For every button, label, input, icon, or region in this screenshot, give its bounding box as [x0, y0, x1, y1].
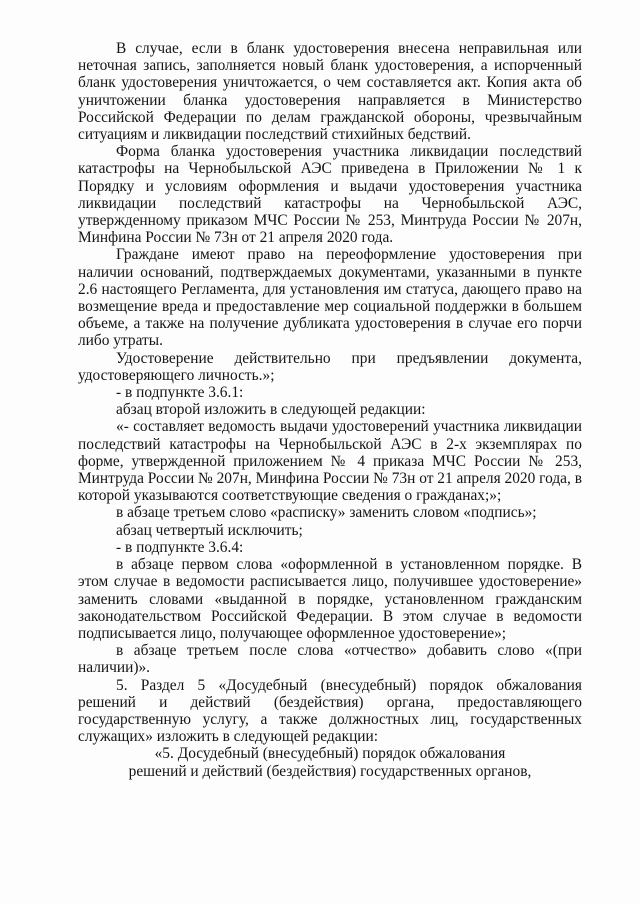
- paragraph-patronymic-change: в абзаце третьем после слова «отчество» добавить слово «(при наличии)».: [78, 642, 582, 677]
- paragraph-damaged-form: В случае, если в бланк удостоверения внесена неправильная или неточная запись, заполняется новый бланк удостоверения, а испорченный бланк удостоверения уничтожается, о чем составляется акт. Копия акта об уничтожении бланка удостоверения направляется в Министерство Российской Федерации по делам гражданской обороны, чрезвычайным ситуациям и ликвидации последствий стихийных бедствий.: [78, 40, 582, 144]
- paragraph-fourth-abzac: абзац четвертый исключить;: [116, 521, 303, 539]
- paragraph-form-template: Форма бланка удостоверения участника ликвидации последствий катастрофы на Чернобыльской АЭС приведена в Приложении № 1 к Порядку и условиям оформления и выдачи удостоверения участника ликвидации последствий катастрофы на Чернобыльской АЭС, утвержденному приказом МЧС России № 253, Минтруда России № 207н, Минфина России № 73н от 21 апреля 2020 года.: [78, 143, 582, 247]
- paragraph-first-abzac-change: в абзаце первом слова «оформленной в установленном порядке. В этом случае в ведомости расписывается лицо, получившее удостоверение» заменить словами «выданной в порядке, установленном гражданским законодательством Российской Федерации. В этом случае в ведомости подписывается лицо, получающее оформленное удостоверение»;: [78, 556, 582, 642]
- section-title-line-1: «5. Досудебный (внесудебный) порядок обжалования: [154, 745, 506, 763]
- section-title-line-2: решений и действий (бездействия) государственных органов,: [128, 762, 532, 780]
- paragraph-third-abzac: в абзаце третьем слово «расписку» заменить словом «подпись»;: [116, 504, 537, 522]
- paragraph-subclause-361: - в подпункте 3.6.1:: [116, 384, 244, 402]
- paragraph-subclause-364: - в подпункте 3.6.4:: [116, 538, 244, 556]
- paragraph-section-5: 5. Раздел 5 «Досудебный (внесудебный) порядок обжалования решений и действий (бездействия) органа, предоставляющего государственную услугу, а также должностных лиц, государственных служащих» изложить в следующей редакции:: [78, 676, 582, 746]
- paragraph-statement-quote: «- составляет ведомость выдачи удостоверений участника ликвидации последствий катастрофы на Чернобыльской АЭС в 2-х экземплярах по форме, утвержденной приложением № 4 приказа МЧС России № 253, Минтруда России № 207н, Минфина России № 73н от 21 апреля 2020 года, в которой указываются соответствующие сведения о гражданах;»;: [78, 418, 582, 505]
- paragraph-validity: Удостоверение действительно при предъявлении документа, удостоверяющего личность.»;: [78, 349, 582, 384]
- paragraph-second-abzac: абзац второй изложить в следующей редакции:: [116, 401, 426, 419]
- paragraph-reissue-right: Граждане имеют право на переоформление удостоверения при наличии оснований, подтверждаемых документами, указанными в пункте 2.6 настоящего Регламента, для установления им статуса, дающего право на возмещение вреда и предоставление мер социальной поддержки в большем объеме, а также на получение дубликата удостоверения в случае его порчи либо утраты.: [78, 246, 582, 350]
